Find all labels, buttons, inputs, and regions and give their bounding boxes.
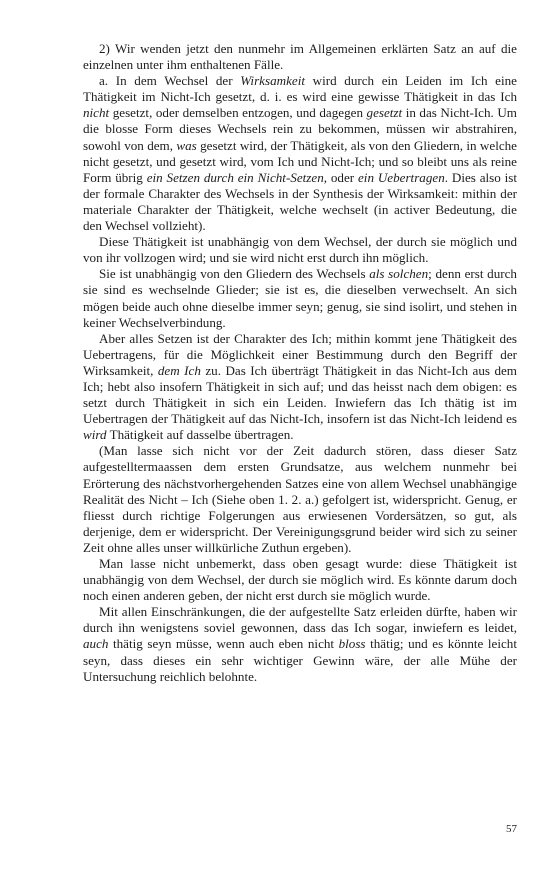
- emphasis-text: dem Ich: [157, 362, 201, 378]
- text-run: Diese Thätigkeit ist unabhängig von dem Wechsel, der durch sie möglich und von ihr vollzogen wird; und sie wird nicht erst durch ihn möglich.: [83, 234, 517, 266]
- paragraph: [83, 73, 517, 234]
- emphasis-text: gesetzt: [366, 105, 403, 121]
- text-run: 2) Wir wenden jetzt den nunmehr im Allgemeinen erklärten Satz an auf die einzelnen unter ihm enthaltenen Fälle.: [83, 41, 517, 73]
- page-number: 57: [506, 823, 517, 835]
- emphasis-text: wird: [83, 427, 107, 443]
- emphasis-text: ein Setzen durch ein Nicht-Setzen: [146, 169, 324, 185]
- emphasis-text: bloss: [338, 636, 366, 652]
- text-run: , oder: [323, 169, 358, 185]
- text-run: gesetzt, oder demselben entzogen, und dagegen: [109, 105, 367, 121]
- paragraph: [83, 443, 517, 556]
- paragraph: [83, 604, 517, 684]
- text-run: . Dies also ist der formale Charakter des Wechsels in der Synthesis der Wirksamkeit: mithin der materiale Charakter der Thätigkeit, welche wechselt (in activer Bedeutung, die den Wechsel vollzieht).: [83, 169, 518, 234]
- text-run: Aber alles Setzen ist der Charakter des Ich; mithin kommt jene Thätigkeit des Uebertragens, für die Möglichkeit einer Bestimmung durch den Begriff der Wirksamkeit,: [83, 330, 517, 378]
- emphasis-text: ein Uebertragen: [358, 169, 445, 185]
- paragraph: [83, 556, 517, 604]
- emphasis-text: Wirksamkeit: [240, 73, 305, 89]
- paragraph: [83, 234, 517, 266]
- text-run: Mit allen Einschränkungen, die der aufgestellte Satz erleiden dürfte, haben wir durch ihn wenigstens soviel gewonnen, dass das Ich sogar, inwiefern es leidet,: [83, 604, 517, 636]
- text-run: Thätigkeit auf dasselbe übertragen.: [106, 427, 294, 443]
- text-run: zu. Das Ich überträgt Thätigkeit in das Nicht-Ich aus dem Ich; hebt also insofern Thätigkeit in sich auf; und das heisst nach dem obigen: es setzt durch Thätigkeit in sich ein Leiden. Inwiefern das Ich thätig ist im Uebertragen der Thätigkeit auf das Nicht-Ich, insofern ist das Nicht-Ich leidend es: [83, 362, 517, 427]
- paragraph: [83, 331, 517, 444]
- text-run: in das Nicht-Ich. Um die blosse Form dieses Wechsels rein zu bekommen, müssen wir abstrahiren, sowohl von dem,: [83, 105, 517, 153]
- body-text: [83, 41, 517, 685]
- paragraph: [83, 41, 517, 73]
- text-run: thätig; und es könnte leicht seyn, dass dieses ein sehr wichtiger Gewinn wäre, der alle Mühe der Untersuchung reichlich belohnte.: [83, 636, 517, 684]
- text-run: (Man lasse sich nicht vor der Zeit dadurch stören, dass dieser Satz aufgestelltermaassen dem ersten Grundsatze, aus welchem nunmehr bei Erörterung des nächstvorhergehenden Satzes eine von allem Wechsel unabhängige Realität des Nicht – Ich (Siehe oben 1. 2. a.) gefolgert ist, widerspricht. Genug, er fliesst durch richtige Folgerungen aus erwiesenen Vordersätzen, so gut, als derjenige, dem er widerspricht. Der Vereinigungsgrund beider wird sich zu seiner Zeit ohne alles unser willkürliche Zuthun ergeben).: [83, 443, 517, 555]
- text-run: gesetzt wird, der Thätigkeit, als von den Gliedern, in welche nicht gesetzt, und gesetzt wird, vom Ich und Nicht-Ich; und so bleibt uns als reine Form übrig: [83, 137, 517, 185]
- emphasis-text: nicht: [83, 105, 110, 121]
- text-run: thätig seyn müsse, wenn auch eben nicht: [108, 636, 339, 652]
- text-run: Man lasse nicht unbemerkt, dass oben gesagt wurde: diese Thätigkeit ist unabhängig von dem Wechsel, der durch sie möglich wird. Es könnte darum doch noch einen anderen geben, der nicht erst durch sie möglich wurde.: [83, 556, 517, 604]
- text-run: ; denn erst durch sie sind es wechselnde Glieder; sie ist es, die dieselben verwechselt. An sich mögen beide auch ohne dieselbe immer seyn; genug, sie sind isolirt, und stehen in keiner Wechselverbindung.: [83, 266, 517, 330]
- text-run: Sie ist unabhängig von den Gliedern des Wechsels: [99, 266, 370, 282]
- text-run: a. In dem Wechsel der: [99, 73, 241, 89]
- emphasis-text: was: [176, 137, 197, 153]
- paragraph: [83, 266, 517, 330]
- text-run: wird durch ein Leiden im Ich eine Thätigkeit im Nicht-Ich gesetzt, d. i. es wird eine gewisse Thätigkeit in das Ich: [83, 73, 517, 105]
- emphasis-text: als solchen: [369, 266, 429, 282]
- emphasis-text: auch: [83, 636, 109, 652]
